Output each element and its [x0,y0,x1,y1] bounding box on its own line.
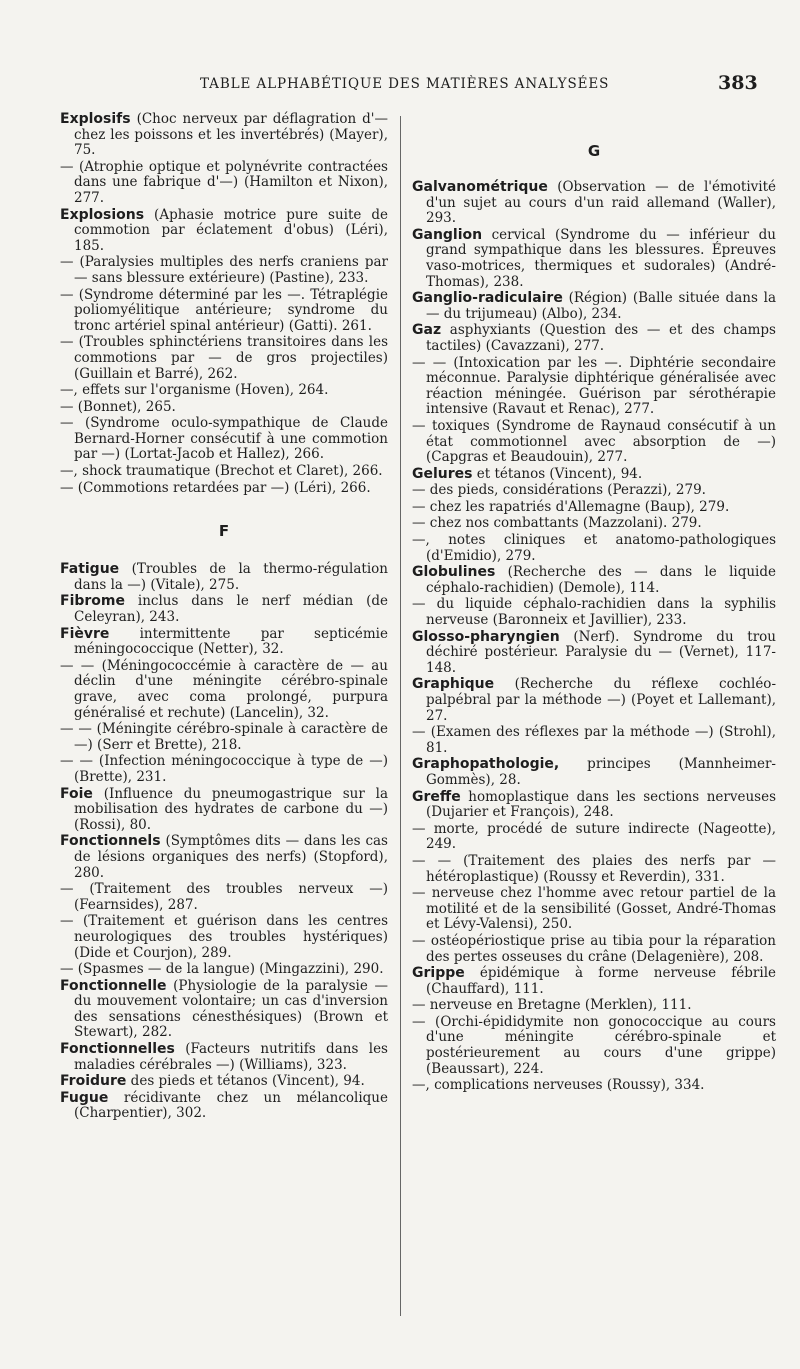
index-entry [412,725,776,756]
entry-heading: Greffe [412,788,461,805]
entry-heading: Graphique [412,676,495,693]
entry-text: — toxiques (Syndrome de Raynaud consécutif à un état commotionnel avec absorption de —) (Capgras et Beaudouin), 277. [412,417,776,466]
entry-heading: Foie [60,785,93,802]
entry-text: —, complications nerveuses (Roussy), 334. [412,1077,705,1094]
entry-text: (Influence du pneumogastrique sur la mobilisation des hydrates de carbone du —) (Rossi), 80. [74,785,388,833]
entry-text: — — (Méningococcémie à caractère de — au déclin d'une méningite cérébro-spinale grave, avec coma prolongé, purpura généralisé et rechute) (Lancelin), 32. [60,657,388,721]
entry-text: — (Troubles sphinctériens transitoires dans les commotions par — de gros projectiles) (Guillain et Barré), 262. [60,334,388,382]
index-entry [60,160,388,207]
entry-heading: Fonctionnels [60,833,161,850]
entry-text: — (Commotions retardées par —) (Léri), 266. [60,479,371,496]
entry-text: — ostéopériostique prise au tibia pour la réparation des pertes osseuses du crâne (Delagenière), 208. [412,932,776,965]
section-letter-f: F [218,522,230,541]
entry-text: — du liquide céphalo-rachidien dans la syphilis nerveuse (Baronneix et Javillier), 233. [412,596,776,629]
entry-text: (Recherche du réflexe cochléo-palpébral par la méthode —) (Poyet et Lallemant), 27. [426,676,776,724]
entry-heading: Ganglion [412,226,483,243]
index-entry [60,255,388,286]
index-entry [412,228,776,290]
entry-text: et tétanos (Vincent), 94. [472,465,643,482]
index-block-g [412,180,776,1094]
index-entry [60,1074,388,1090]
index-entry [412,790,776,821]
index-entry [60,464,388,480]
entry-text: des pieds et tétanos (Vincent), 94. [126,1073,365,1090]
entry-text: (Symptômes dits — dans les cas de lésions organiques des nerfs) (Stopford), 280. [74,833,388,881]
entry-text: — (Atrophie optique et polynévrite contractées dans une fabrique d'—) (Hamilton et Nixon), 277. [60,158,388,206]
column-divider [400,116,401,1316]
entry-heading: Fibrome [60,593,125,610]
entry-text: — — (Intoxication par les —. Diphtérie secondaire méconnue. Paralysie diphtérique généralisée avec réaction méningée. Guérison par sérothérapie intensive (Ravaut et Renac), 277. [412,354,776,418]
entry-text: homoplastique dans les sections nerveuses (Dujarier et François), 248. [426,788,776,821]
entry-text: —, notes cliniques et anatomo-pathologiques (d'Emidio), 279. [412,532,776,564]
index-entry [412,419,776,466]
index-entry [60,834,388,881]
index-entry [412,323,776,354]
index-entry [60,1091,388,1122]
index-entry [60,208,388,255]
entry-heading: Gelures [412,465,473,482]
entry-heading: Ganglio-radiculaire [412,290,563,307]
entry-text: (Aphasie motrice pure suite de commotion par éclatement d'obus) (Léri), 185. [74,206,388,254]
index-entry [60,594,388,625]
entry-heading: Fugue [60,1089,109,1106]
entry-text: épidémique à forme nerveuse fébrile (Chauffard), 111. [426,965,776,997]
entry-text: — (Orchi-épididymite non gonococcique au cours d'une méningite cérébro-spinale et postérieurement au cours d'une grippe) (Beaussart), 224. [412,1013,776,1077]
entry-text: — (Bonnet), 265. [60,398,176,415]
index-entry [412,180,776,227]
index-entry [60,914,388,961]
index-entry [60,383,388,399]
entry-text: — — (Infection méningococcique à type de —) (Brette), 231. [60,753,388,785]
entry-text: — — (Traitement des plaies des nerfs par — hétéroplastique) (Roussy et Reverdin), 331. [412,852,776,885]
entry-text: — (Spasmes — de la langue) (Mingazzini), 290. [60,961,384,978]
entry-text: — morte, procédé de suture indirecte (Nageotte), 249. [412,820,776,853]
entry-text: intermittente par septicémie méningococcique (Netter), 32. [74,625,388,658]
index-entry [412,630,776,677]
index-entry [60,979,388,1041]
entry-text: — (Syndrome déterminé par les —. Tétraplégie poliomyélitique antérieure; syndrome du tronc artériel spinal antérieur) (Gatti). 261. [60,286,388,334]
index-entry [412,757,776,788]
entry-text: asphyxiants (Question des — et des champs tactiles) (Cavazzani), 277. [426,322,776,354]
entry-text: cervical (Syndrome du — inférieur du grand sympathique dans les blessures. Épreuves vaso-motrices, thermiques et sudorales) (André-Thomas), 238. [426,226,776,290]
section-letter-g: G [587,142,601,160]
index-entry [60,416,388,463]
entry-heading: Graphopathologie, [412,756,560,773]
entry-heading: Glosso-pharyngien [412,628,560,645]
entry-text: (Observation — de l'émotivité d'un sujet au cours d'un raid allemand (Waller), 293. [426,179,776,227]
index-entry [60,1042,388,1073]
index-entry [412,966,776,997]
left-column [60,112,388,1123]
index-entry [412,291,776,322]
index-entry [60,787,388,834]
entry-heading: Gaz [412,322,442,339]
index-entry [412,998,776,1014]
index-entry [412,1015,776,1077]
entry-text: — (Paralysies multiples des nerfs craniens par — sans blessure extérieure) (Pastine), 233. [60,254,388,286]
index-entry [412,565,776,596]
entry-heading: Grippe [412,965,465,982]
entry-heading: Fonctionnelle [60,977,167,994]
index-entry [60,335,388,382]
entry-heading: Explosifs [60,111,131,127]
entry-heading: Froidure [60,1073,127,1090]
entry-heading: Fatigue [60,561,120,578]
entry-heading: Globulines [412,564,496,581]
entry-text: — chez les rapatriés d'Allemagne (Baup), 279. [412,498,730,515]
index-entry [60,962,388,978]
index-entry [60,288,388,335]
entry-heading: Fièvre [60,625,110,642]
entry-text: — (Traitement et guérison dans les centres neurologiques des troubles hystériques) (Dide et Courjon), 289. [60,913,388,961]
entry-text: récidivante chez un mélancolique (Charpentier), 302. [74,1089,388,1122]
index-entry [60,627,388,658]
entry-text: — nerveuse chez l'homme avec retour partiel de la motilité et de la sensibilité (Gosset, André-Thomas et Lévy-Valensi), 250. [412,885,776,933]
entry-text: principes (Mannheimer-Gommès), 28. [426,756,776,788]
entry-text: inclus dans le nerf médian (de Celeyran), 243. [74,593,388,626]
entry-text: (Choc nerveux par déflagration d'— chez les poissons et les invertébrés) (Mayer), 75. [74,111,388,159]
index-entry [412,934,776,965]
index-entry [412,500,776,516]
entry-text: (Facteurs nutritifs dans les maladies cérébrales —) (Williams), 323. [74,1041,388,1073]
page-header [0,72,800,96]
index-entry [60,481,388,497]
page-number: 383 [718,72,758,94]
entry-text: (Nerf). Syndrome du trou déchiré postérieur. Paralysie du — (Vernet), 117-148. [426,628,776,676]
index-entry [60,400,388,416]
entry-text: —, shock traumatique (Brechot et Claret), 266. [60,463,383,480]
index-entry [412,516,776,532]
index-entry [412,886,776,933]
entry-text: — (Syndrome oculo-sympathique de Claude Bernard-Horner consécutif à une commotion par —) (Lortat-Jacob et Hallez), 266. [60,415,388,463]
entry-text: —, effets sur l'organisme (Hoven), 264. [60,382,329,399]
index-entry [412,597,776,628]
index-entry [412,1078,776,1094]
entry-text: — — (Méningite cérébro-spinale à caractère de —) (Serr et Brette), 218. [60,721,388,753]
index-entry [412,533,776,564]
running-title: TABLE ALPHABÉTIQUE DES MATIÈRES ANALYSÉES [200,76,610,92]
index-entry [412,677,776,724]
index-entry [412,467,776,483]
entry-text: (Physiologie de la paralysie — du mouvement volontaire; un cas d'inversion des sensations cénesthésiques) (Brown et Stewart), 282. [74,977,388,1041]
index-entry [60,562,388,593]
index-entry [60,882,388,913]
entry-text: — nerveuse en Bretagne (Merklen), 111. [412,997,692,1014]
index-entry [60,112,388,159]
index-block-f [60,562,388,1122]
index-entry [60,659,388,721]
index-block-e [60,112,388,496]
entry-text: — (Examen des réflexes par la méthode —) (Strohl), 81. [412,724,776,756]
entry-heading: Explosions [60,206,145,223]
entry-heading: Fonctionnelles [60,1041,175,1058]
right-column [412,112,776,1095]
entry-text: (Recherche des — dans le liquide céphalo-rachidien) (Demole), 114. [426,564,776,596]
index-entry [412,822,776,853]
entry-text: (Troubles de la thermo-régulation dans la —) (Vitale), 275. [74,561,388,593]
entry-text: — des pieds, considérations (Perazzi), 279. [412,482,706,499]
entry-heading: Galvanométrique [412,179,548,195]
entry-text: — (Traitement des troubles nerveux —) (Fearnsides), 287. [60,881,388,913]
entry-text: (Région) (Balle située dans la — du trijumeau) (Albo), 234. [426,290,776,322]
index-entry [412,356,776,418]
index-entry [60,754,388,785]
index-entry [60,722,388,753]
index-entry [412,854,776,885]
entry-text: — chez nos combattants (Mazzolani). 279. [412,515,702,532]
index-entry [412,483,776,499]
